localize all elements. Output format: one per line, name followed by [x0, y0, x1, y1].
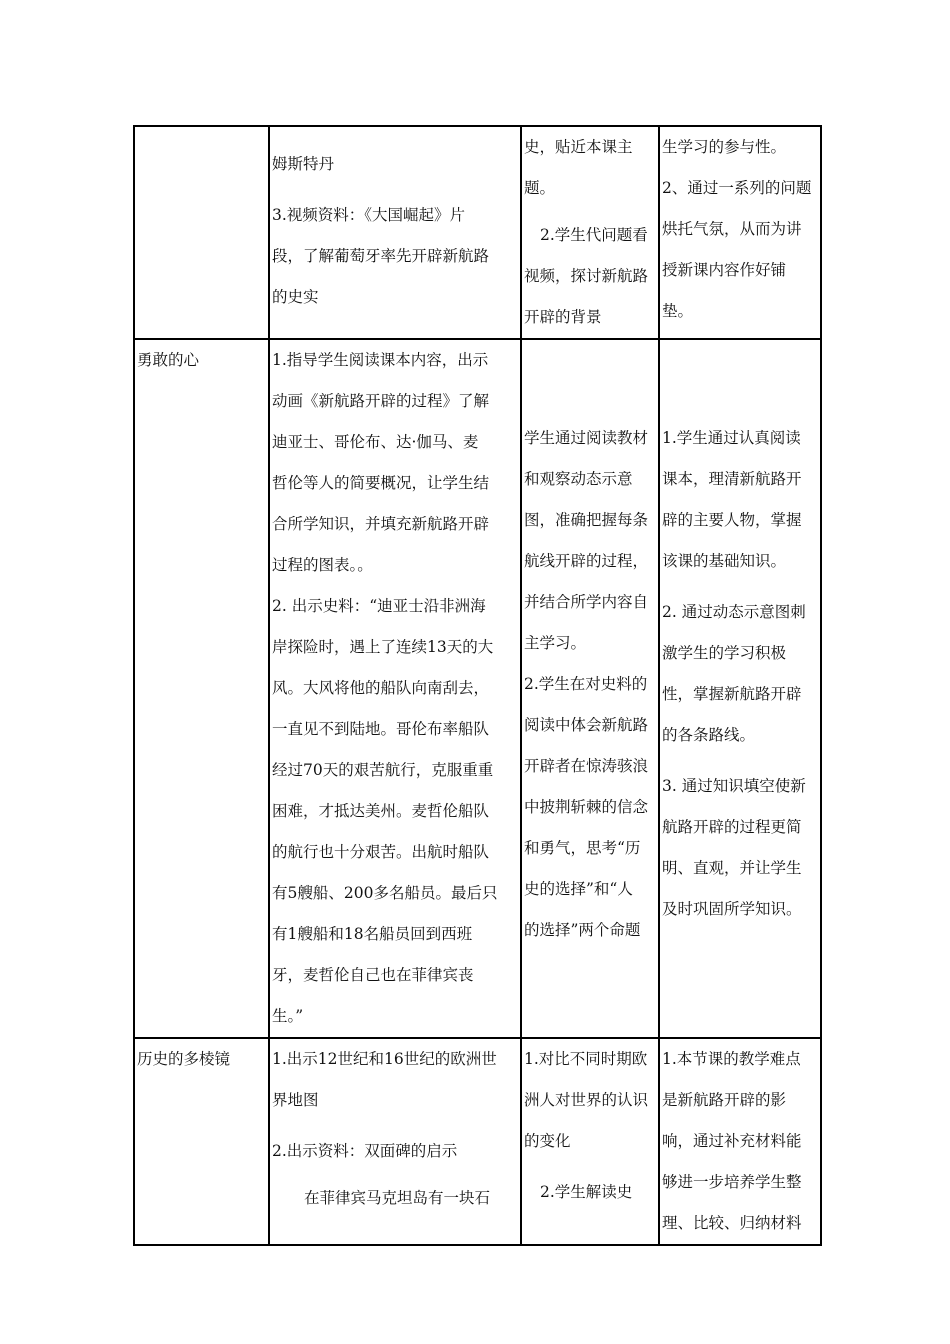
text-line: 生学习的参与性。	[662, 138, 787, 156]
text-line: 经过70天的艰苦航行，克服重重	[272, 761, 494, 779]
text-line: 的选择”两个命题	[524, 921, 641, 939]
text-line: 1.本节课的教学难点	[662, 1050, 801, 1068]
text-line: 史，贴近本课主	[524, 138, 633, 156]
text-line: 3.视频资料：《大国崛起》片	[272, 206, 466, 224]
text-line: 史的选择”和“人	[524, 880, 633, 898]
text-line: 激学生的学习积极	[662, 644, 787, 662]
text-line: 的史实	[272, 288, 319, 306]
teacher-activity-cell	[269, 1038, 521, 1245]
text-line: 该课的基础知识。	[662, 552, 787, 570]
text-line: 航路开辟的过程更简	[662, 818, 802, 836]
text-line: 课本，理清新航路开	[662, 470, 802, 488]
teacher-activity-cell	[269, 339, 521, 1038]
text-line: 的航行也十分艰苦。出航时船队	[272, 843, 490, 861]
design-intent-cell	[659, 126, 821, 339]
text-line: 困难，才抵达美州。麦哲伦船队	[272, 802, 490, 820]
text-line: 明、直观，并让学生	[662, 859, 802, 877]
lesson-plan-table	[133, 125, 822, 1246]
text-line: 岸探险时，遇上了连续13天的大	[272, 638, 494, 656]
text-line: 开辟的背景	[524, 308, 602, 326]
student-activity-cell	[521, 339, 659, 1038]
stage-cell: 勇敢的心	[134, 339, 269, 1038]
stage-cell: 历史的多棱镜	[134, 1038, 269, 1245]
text-line: 牙，麦哲伦自己也在菲律宾丧	[272, 966, 474, 984]
teacher-activity-cell	[269, 126, 521, 339]
text-line: 及时巩固所学知识。	[662, 900, 802, 918]
text-line: 过程的图表。。	[272, 556, 373, 574]
text-line: 合所学知识，并填充新航路开辟	[272, 515, 490, 533]
design-intent-cell	[659, 339, 821, 1038]
text-line: 授新课内容作好铺	[662, 261, 787, 279]
text-line: 是新航路开辟的影	[662, 1091, 787, 1109]
stage-cell	[134, 126, 269, 339]
student-activity-cell	[521, 1038, 659, 1245]
text-line: 题。	[524, 179, 556, 197]
text-line: 2、通过一系列的问题	[662, 179, 812, 197]
text-line: 烘托气氛，从而为讲	[662, 220, 802, 238]
text-line: 阅读中体会新航路	[524, 716, 649, 734]
text-line: 理、比较、归纳材料	[662, 1214, 802, 1232]
text-line: 段，了解葡萄牙率先开辟新航路	[272, 247, 490, 265]
text-line: 界地图	[272, 1091, 319, 1109]
text-line: 航线开辟的过程，	[524, 552, 649, 570]
design-intent-cell	[659, 1038, 821, 1245]
text-line: 2.出示资料：双面碑的启示	[272, 1142, 458, 1160]
text-line: 视频，探讨新航路	[524, 267, 649, 285]
text-line: 够进一步培养学生整	[662, 1173, 802, 1191]
table-row	[134, 339, 821, 1038]
text-line: 2. 通过动态示意图刺	[662, 603, 806, 621]
text-line: 和观察动态示意	[524, 470, 633, 488]
text-line: 1.对比不同时期欧	[524, 1050, 648, 1068]
text-line: 3. 通过知识填空使新	[662, 777, 806, 795]
text-line: 风。大风将他的船队向南刮去，	[272, 679, 490, 697]
text-line: 主学习。	[524, 634, 587, 652]
text-line: 生。”	[272, 1007, 304, 1025]
text-line: 1.指导学生阅读课本内容，出示	[272, 351, 489, 369]
table-row	[134, 1038, 821, 1245]
text-line: 的变化	[524, 1132, 571, 1150]
text-line: 有5艘船、200多名船员。最后只	[272, 884, 498, 902]
text-line: 迪亚士、哥伦布、达·伽马、麦	[272, 433, 479, 451]
student-activity-cell	[521, 126, 659, 339]
text-line: 2.学生代问题看	[540, 226, 648, 244]
text-line: 并结合所学内容自	[524, 593, 649, 611]
text-line: 垫。	[662, 302, 694, 320]
text-line: 哲伦等人的简要概况，让学生结	[272, 474, 490, 492]
text-line: 在菲律宾马克坦岛有一块石	[304, 1189, 491, 1207]
text-line: 开辟者在惊涛骇浪	[524, 757, 649, 775]
text-line: 2.学生解读史	[540, 1183, 633, 1201]
text-line: 动画《新航路开辟的过程》了解	[272, 392, 490, 410]
text-line: 1.学生通过认真阅读	[662, 429, 801, 447]
text-line: 图，准确把握每条	[524, 511, 649, 529]
text-line: 性，掌握新航路开辟	[662, 685, 802, 703]
text-line: 响，通过补充材料能	[662, 1132, 802, 1150]
text-line: 中披荆斩棘的信念	[524, 798, 649, 816]
text-line: 一直见不到陆地。哥伦布率船队	[272, 720, 490, 738]
text-line: 和勇气，思考“历	[524, 839, 641, 857]
text-line: 洲人对世界的认识	[524, 1091, 649, 1109]
text-line: 姆斯特丹	[272, 155, 335, 173]
text-line: 1.出示12世纪和16世纪的欧洲世	[272, 1050, 497, 1068]
text-line: 的各条路线。	[662, 726, 756, 744]
table-row	[134, 126, 821, 339]
text-line: 2. 出示史料：“迪亚士沿非洲海	[272, 597, 486, 615]
text-line: 学生通过阅读教材	[524, 429, 649, 447]
text-line: 有1艘船和18名船员回到西班	[272, 925, 473, 943]
text-line: 2.学生在对史料的	[524, 675, 648, 693]
text-line: 辟的主要人物，掌握	[662, 511, 802, 529]
